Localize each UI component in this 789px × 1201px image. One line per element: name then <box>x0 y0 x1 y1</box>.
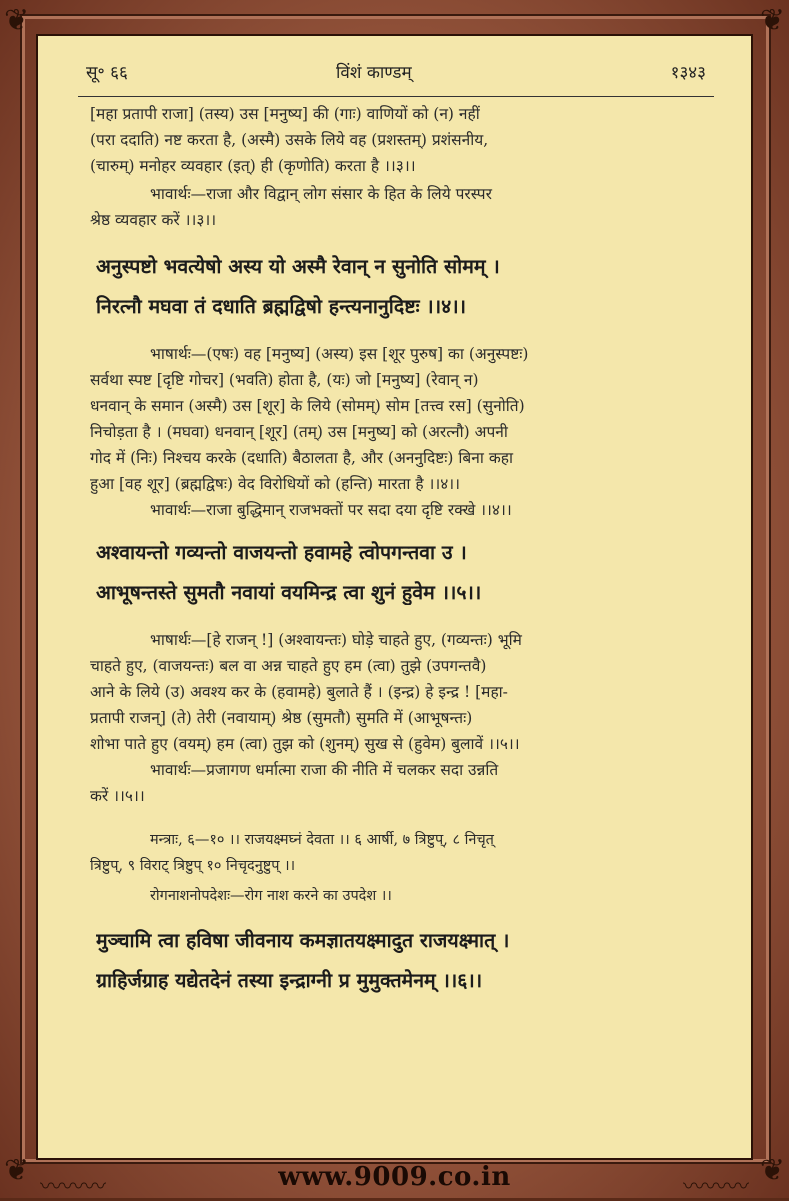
corner-ornament-bottom-left: ❦ <box>4 1153 30 1188</box>
bhashartha-line: सर्वथा स्पष्ट [दृष्टि गोचर] (भवति) होता है, (यः) जो [मनुष्य] (रेवान् न) <box>90 371 479 389</box>
verse-6-line-2: ग्राहिर्जग्राह यद्येतदेनं तस्या इन्द्राग्नी प्र मुमुक्तमेनम् ।।६।। <box>96 969 483 992</box>
scripture-page <box>36 34 753 1160</box>
sukta-number: सू॰ ६६ <box>86 63 128 83</box>
bhashartha-line: गोद में (निः) निश्चय करके (दधाति) बैठालता है, और (अननुदिष्टः) बिना कहा <box>90 449 513 467</box>
verse-6-line-1: मुञ्चामि त्वा हविषा जीवनाय कमज्ञातयक्ष्मादुत राजयक्ष्मात् । <box>96 929 510 952</box>
text-line: [महा प्रतापी राजा] (तस्य) उस [मनुष्य] की (गाः) वाणियों को (न) नहीं <box>90 105 480 123</box>
kanda-title: विंशं काण्डम् <box>336 63 412 83</box>
bhavartha-line: भावार्थः—राजा और विद्वान् लोग संसार के हित के लिये परस्पर <box>150 185 492 203</box>
scroll-ornament-left: 〰〰〰 <box>40 1175 107 1200</box>
mantra-info-line: मन्त्राः, ६—१० ।। राजयक्ष्मघ्नं देवता ।। ६ आर्षी, ७ त्रिष्टुप्, ८ निचृत् <box>150 832 494 848</box>
bhashartha-line: भाषार्थः—[हे राजन् !] (अश्वायन्तः) घोड़े चाहते हुए, (गव्यन्तः) भूमि <box>150 631 522 649</box>
topic-line: रोगनाशनोपदेशः—रोग नाश करने का उपदेश ।। <box>150 888 392 904</box>
bhashartha-line: शोभा पाते हुए (वयम्) हम (त्वा) तुझ को (शुनम्) सुख से (हुवेम) बुलावें ।।५।। <box>90 735 520 753</box>
corner-ornament-top-right: ❦ <box>759 3 785 38</box>
bhashartha-line: आने के लिये (उ) अवश्य कर के (हवामहे) बुलाते हैं । (इन्द्र) हे इन्द्र ! [महा- <box>90 683 508 701</box>
verse-4-line-2: निरत्नौ मघवा तं दधाति ब्रह्मद्विषो हन्त्यनानुदिष्टः ।।४।। <box>96 295 467 318</box>
bhavartha-line: भावार्थः—राजा बुद्धिमान् राजभक्तों पर सदा दया दृष्टि रक्खे ।।४।। <box>150 501 512 519</box>
bhashartha-line: निचोड़ता है । (मघवा) धनवान् [शूर] (तम्) उस [मनुष्य] को (अरत्नौ) अपनी <box>90 423 508 441</box>
header-rule <box>78 96 714 97</box>
website-watermark: www.9009.co.in <box>278 1162 511 1192</box>
verse-5-line-1: अश्वायन्तो गव्यन्तो वाजयन्तो हवामहे त्वोपगन्तवा उ । <box>96 541 467 564</box>
bhashartha-line: भाषार्थः—(एषः) वह [मनुष्य] (अस्य) इस [शूर पुरुष] का (अनुस्पष्टः) <box>150 345 529 363</box>
scroll-ornament-right: 〰〰〰 <box>682 1175 749 1200</box>
bhashartha-line: हुआ [वह शूर] (ब्रह्मद्विषः) वेद विरोधियों को (हन्ति) मारता है ।।४।। <box>90 475 461 493</box>
corner-ornament-top-left: ❦ <box>4 3 30 38</box>
running-head <box>86 60 706 90</box>
page-number: १३४३ <box>670 63 706 83</box>
bhashartha-line: प्रतापी राजन्] (ते) तेरी (नवायाम्) श्रेष्ठ (सुमतौ) सुमति में (आभूषन्तः) <box>90 709 473 727</box>
text-line: (परा ददाति) नष्ट करता है, (अस्मै) उसके लिये वह (प्रशस्तम्) प्रशंसनीय, <box>90 131 489 149</box>
bhavartha-line: करें ।।५।। <box>90 787 145 805</box>
corner-ornament-bottom-right: ❦ <box>759 1153 785 1188</box>
verse-4-line-1: अनुस्पष्टो भवत्येषो अस्य यो अस्मै रेवान् न सुनोति सोमम् । <box>96 255 500 278</box>
verse-5-line-2: आभूषन्तस्ते सुमतौ नवायां वयमिन्द्र त्वा शुनं हुवेम ।।५।। <box>96 581 482 604</box>
bhavartha-line: श्रेष्ठ व्यवहार करें ।।३।। <box>90 211 217 229</box>
bhavartha-line: भावार्थः—प्रजागण धर्मात्मा राजा की नीति में चलकर सदा उन्नति <box>150 761 499 779</box>
text-line: (चारुम्) मनोहर व्यवहार (इत्) ही (कृणोति) करता है ।।३।। <box>90 157 416 175</box>
bhashartha-line: चाहते हुए, (वाजयन्तः) बल वा अन्न चाहते हुए हम (त्वा) तुझे (उपगन्तवै) <box>90 657 487 675</box>
mantra-info-line: त्रिष्टुप्, ९ विराट् त्रिष्टुप् १० निचृदनुष्टुप् ।। <box>90 858 296 874</box>
bhashartha-line: धनवान् के समान (अस्मै) उस [शूर] के लिये (सोमम्) सोम [तत्त्व रस] (सुनोति) <box>90 397 525 415</box>
